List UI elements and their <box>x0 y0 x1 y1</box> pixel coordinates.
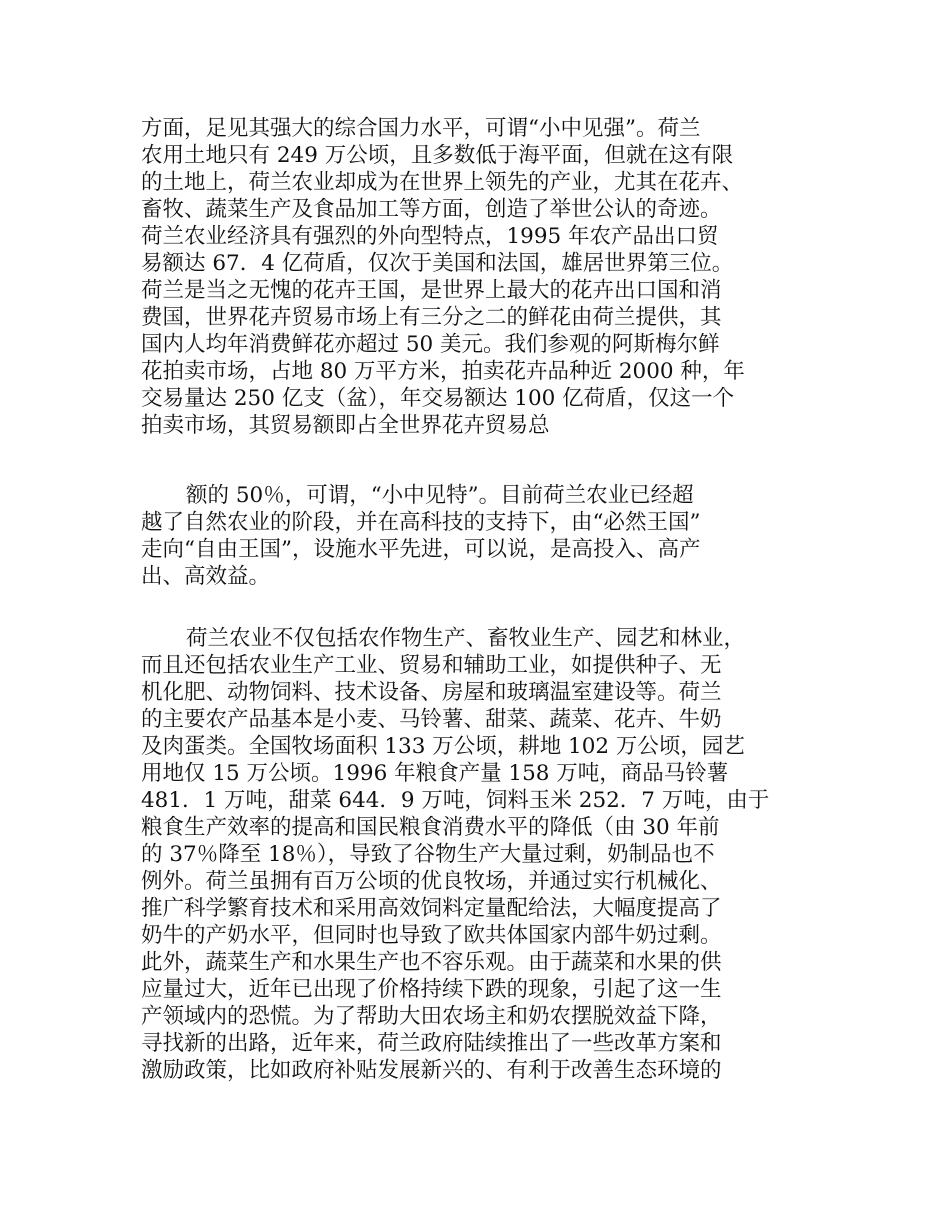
text-line: 例外。荷兰虽拥有百万公顷的优良牧场，并通过实行机械化、 <box>141 869 722 894</box>
text-line: 的 37％降至 18％），导致了谷物生产大量过剩，奶制品也不 <box>141 842 715 867</box>
text-line: 出、高效益。 <box>141 564 271 589</box>
text-line: 国内人均年消费鲜花亦超过 50 美元。我们参观的阿斯梅尔鲜 <box>141 332 720 357</box>
text-line: 粮食生产效率的提高和国民粮食消费水平的降低（由 30 年前 <box>141 815 720 840</box>
text-line: 走向“自由王国”，设施水平先进，可以说，是高投入、高产 <box>141 537 701 562</box>
text-line: 此外，蔬菜生产和水果生产也不容乐观。由于蔬菜和水果的供 <box>141 950 722 975</box>
text-line: 推广科学繁育技术和采用高效饲料定量配给法，大幅度提高了 <box>141 896 722 921</box>
text-line: 拍卖市场，其贸易额即占全世界花卉贸易总 <box>141 413 550 438</box>
text-line: 花拍卖市场，占地 80 万平方米，拍卖花卉品种近 2000 种，年 <box>141 359 745 384</box>
text-line: 而且还包括农业生产工业、贸易和辅助工业，如提供种子、无 <box>141 653 722 678</box>
text-line: 荷兰农业经济具有强烈的外向型特点，1995 年农产品出口贸 <box>141 224 719 249</box>
text-line: 方面，足见其强大的综合国力水平，可谓“小中见强”。荷兰 <box>141 116 701 141</box>
text-line: 交易量达 250 亿支（盆），年交易额达 100 亿荷盾，仅这一个 <box>141 386 735 411</box>
text-line: 的主要农产品基本是小麦、马铃薯、甜菜、蔬菜、花卉、牛奶 <box>141 707 722 732</box>
text-line: 产领域内的恐慌。为了帮助大田农场主和奶农摆脱效益下降， <box>141 1004 722 1029</box>
text-line: 畜牧、蔬菜生产及食品加工等方面，创造了举世公认的奇迹。 <box>141 197 722 222</box>
text-line: 的土地上，荷兰农业却成为在世界上领先的产业，尤其在花卉、 <box>141 170 744 195</box>
text-line: 激励政策，比如政府补贴发展新兴的、有利于改善生态环境的 <box>141 1058 722 1083</box>
text-line: 费国，世界花卉贸易市场上有三分之二的鲜花由荷兰提供，其 <box>141 305 722 330</box>
text-line: 481．1 万吨，甜菜 644．9 万吨，饲料玉米 252．7 万吨，由于 <box>141 788 770 813</box>
text-line: 荷兰农业不仅包括农作物生产、畜牧业生产、园艺和林业， <box>186 626 746 651</box>
text-line: 易额达 67．4 亿荷盾，仅次于美国和法国，雄居世界第三位。 <box>141 251 734 276</box>
text-line: 越了自然农业的阶段，并在高科技的支持下，由“必然王国” <box>141 510 701 535</box>
text-line: 荷兰是当之无愧的花卉王国，是世界上最大的花卉出口国和消 <box>141 278 722 303</box>
text-line: 额的 50％，可谓，“小中见特”。目前荷兰农业已经超 <box>186 483 694 508</box>
text-line: 机化肥、动物饲料、技术设备、房屋和玻璃温室建设等。荷兰 <box>141 680 722 705</box>
text-line: 应量过大，近年已出现了价格持续下跌的现象，引起了这一生 <box>141 977 722 1002</box>
text-line: 寻找新的出路，近年来，荷兰政府陆续推出了一些改革方案和 <box>141 1031 722 1056</box>
text-line: 农用土地只有 249 万公顷，且多数低于海平面，但就在这有限 <box>141 143 734 168</box>
text-line: 奶牛的产奶水平，但同时也导致了欧共体国家内部牛奶过剩。 <box>141 923 722 948</box>
text-line: 用地仅 15 万公顷。1996 年粮食产量 158 万吨，商品马铃薯 <box>141 761 729 786</box>
text-line: 及肉蛋类。全国牧场面积 133 万公顷，耕地 102 万公顷，园艺 <box>141 734 745 759</box>
